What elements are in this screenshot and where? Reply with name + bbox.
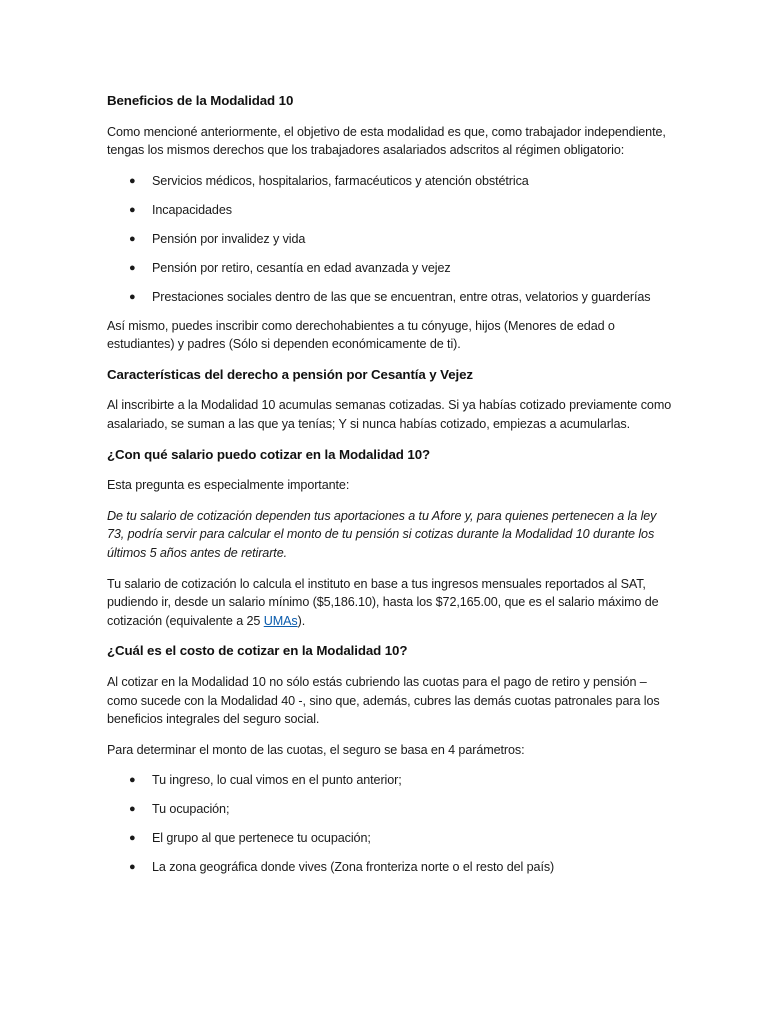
bullet-icon: ● <box>129 232 136 245</box>
paragraph-intro: Como mencioné anteriormente, el objetivo de esta modalidad es que, como trabajador independiente, tengas los mismos derechos que los trabajadores asalariados adscritos al régimen obligatorio: <box>107 124 666 158</box>
section-heading-cesantia: Características del derecho a pensión por Cesantía y Vejez <box>107 366 473 382</box>
paragraph-cuotas: Al cotizar en la Modalidad 10 no sólo estás cubriendo las cuotas para el pago de retiro y pensión – como sucede con la Modalidad 40 -, sino que, además, cubres las demás cuotas patronales para los beneficios integrales del seguro social. <box>107 675 660 727</box>
section-heading-costo: ¿Cuál es el costo de cotizar en la Modalidad 10? <box>107 643 408 659</box>
bullet-icon: ● <box>129 290 136 303</box>
benefits-list <box>107 172 672 307</box>
list-item: ● Servicios médicos, hospitalarios, farmacéuticos y atención obstétrica <box>107 172 672 191</box>
bullet-icon: ● <box>129 203 136 216</box>
paragraph-derechohabientes: Así mismo, puedes inscribir como derechohabientes a tu cónyuge, hijos (Menores de edad o estudiantes) y padres (Sólo si dependen económicamente de ti). <box>107 318 615 352</box>
list-item: ● Tu ocupación; <box>107 800 672 819</box>
umas-link[interactable]: UMAs <box>263 613 298 628</box>
bullet-icon: ● <box>129 803 136 816</box>
bullet-icon: ● <box>129 174 136 187</box>
bullet-icon: ● <box>129 261 136 274</box>
paragraph-parametros: Para determinar el monto de las cuotas, el seguro se basa en 4 parámetros: <box>107 742 525 757</box>
list-item: ● El grupo al que pertenece tu ocupación; <box>107 829 672 848</box>
paragraph-salario-cotizacion: Tu salario de cotización lo calcula el instituto en base a tus ingresos mensuales reportados al SAT, pudiendo ir, desde un salario mínimo ($5,186.10), hasta los $72,165.00, que es el salario máximo de cotización (equivalente a 25 UMAs). <box>107 576 659 628</box>
section-heading-beneficios: Beneficios de la Modalidad 10 <box>107 93 294 108</box>
bullet-icon: ● <box>129 832 136 845</box>
list-item: ● La zona geográfica donde vives (Zona fronteriza norte o el resto del país) <box>107 858 672 877</box>
bullet-icon: ● <box>129 774 136 787</box>
bullet-icon: ● <box>129 861 136 874</box>
list-item: ● Incapacidades <box>107 201 672 220</box>
section-heading-salario: ¿Con qué salario puedo cotizar en la Modalidad 10? <box>107 446 431 462</box>
paragraph-lead-importante: Esta pregunta es especialmente importante: <box>107 478 350 493</box>
list-item: ● Pensión por invalidez y vida <box>107 230 672 249</box>
list-item: ● Tu ingreso, lo cual vimos en el punto anterior; <box>107 771 672 790</box>
parameters-list <box>107 771 672 877</box>
paragraph-italic-afore: De tu salario de cotización dependen tus aportaciones a tu Afore y, para quienes pertenecen a la ley 73, podría servir para calcular el monto de tu pensión si cotizas durante la Modalidad 10 durante los últimos 5 años antes de retirarte. <box>107 508 657 561</box>
paragraph-semanas: Al inscribirte a la Modalidad 10 acumulas semanas cotizadas. Si ya habías cotizado previamente como asalariado, se suman a las que ya tenías; Y si nunca habías cotizado, empiezas a acumularlas. <box>107 398 672 432</box>
list-item: ● Prestaciones sociales dentro de las que se encuentran, entre otras, velatorios y guarderías <box>107 288 672 307</box>
list-item: ● Pensión por retiro, cesantía en edad avanzada y vejez <box>107 259 672 278</box>
